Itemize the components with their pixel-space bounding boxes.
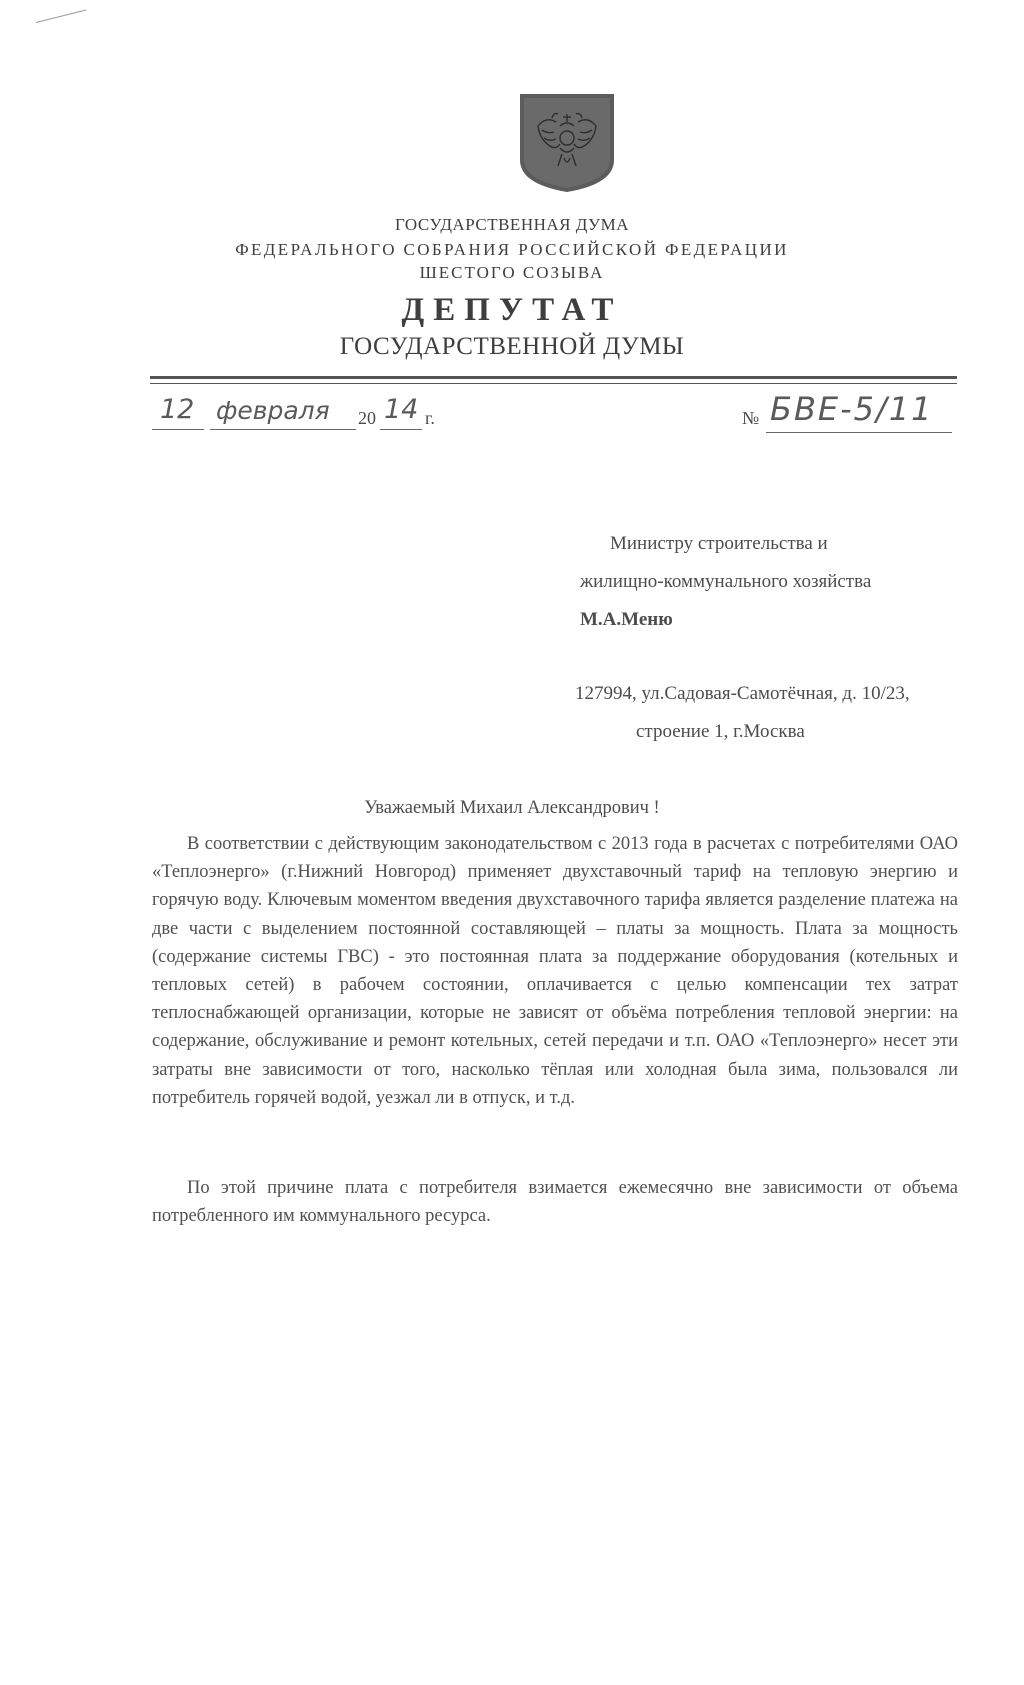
letterhead-title: ДЕПУТАТ <box>401 292 623 328</box>
date-year: 14 <box>384 394 419 425</box>
paragraph-text: По этой причине плата с потребителя взимается ежемесячно вне зависимости от объема потребленного им коммунального ресурса. <box>152 1178 958 1227</box>
paragraph-text: В соответствии с действующим законодательством с 2013 года в расчетах с потребителями ОАО «Теплоэнерго» (г.Нижний Новгород) применяет двухставочный тариф на тепловую энергию и горячую воду. Ключевым моментом введения двухставочного тарифа является разделение платежа на две части с выделением постоянной составляющей – платы за мощность. Плата за мощность (содержание системы ГВС) - это постоянная плата за поддержание оборудования (котельных и тепловых сетей) в рабочем состоянии, оплачивается с целью компенсации тех затрат теплоснабжающей организации, которые не зависят от объёма потребления тепловой энергии: на содержание, обслуживание и ремонт котельных, сетей передачи и т.п. ОАО «Теплоэнерго» несет эти затраты вне зависимости от того, насколько тёплая или холодная была зима, пользовался ли потребитель горячей водой, уезжал ли в отпуск, и т.д. <box>152 834 958 1108</box>
letterhead-line-federal-assembly: ФЕДЕРАЛЬНОГО СОБРАНИЯ РОССИЙСКОЙ ФЕДЕРАЦИИ <box>235 240 789 259</box>
number-sign: № <box>742 408 760 428</box>
date-suffix: г. <box>425 408 435 428</box>
reference-number <box>742 390 957 440</box>
addressee-address-line2: строение 1, г.Москва <box>636 721 805 742</box>
header-rule-thin <box>150 383 957 384</box>
reference-number-value: БВЕ-5/11 <box>770 390 934 428</box>
letterhead-subtitle: ГОСУДАРСТВЕННОЙ ДУМЫ <box>339 333 685 360</box>
stray-pen-mark <box>36 9 87 23</box>
date-month: февраля <box>216 396 330 425</box>
coat-of-arms-emblem <box>518 92 616 194</box>
addressee-position-line1: Министру строительства и <box>610 533 828 554</box>
header-rule-thick <box>150 376 957 379</box>
date-century: 20 <box>358 408 376 428</box>
date-day-underline <box>152 429 204 430</box>
addressee-address-line1: 127994, ул.Садовая-Самотёчная, д. 10/23, <box>575 683 910 704</box>
addressee-name: М.А.Меню <box>580 609 673 630</box>
addressee-position-line2: жилищно-коммунального хозяйства <box>580 571 872 592</box>
reference-underline <box>766 432 952 433</box>
salutation: Уважаемый Михаил Александрович ! <box>364 798 660 818</box>
date-month-underline <box>210 429 356 430</box>
date-day: 12 <box>160 394 195 425</box>
body-paragraph-2 <box>152 1174 958 1230</box>
letterhead-line-duma: ГОСУДАРСТВЕННАЯ ДУМА <box>395 215 629 234</box>
letterhead-line-convocation: ШЕСТОГО СОЗЫВА <box>419 263 605 282</box>
date-year-underline <box>380 429 422 430</box>
body-paragraph-1 <box>152 830 958 1112</box>
